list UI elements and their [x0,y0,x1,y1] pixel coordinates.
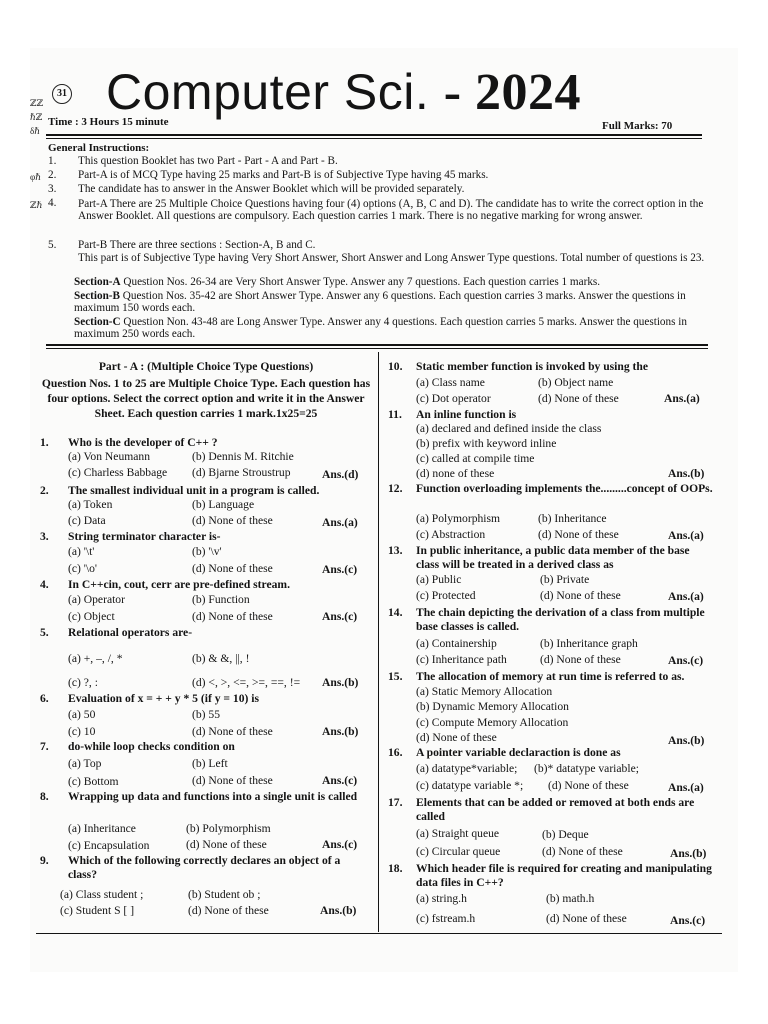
option-b: (b) Polymorphism [186,822,271,835]
option-a: (a) Von Neumann [68,450,150,463]
right-column [388,360,718,930]
option-d: (d) None of these [546,912,627,925]
question-16 [388,746,718,796]
divider [46,138,702,139]
option-d: (d) None of these [186,838,267,851]
option-d: (d) none of these [416,467,495,480]
question-1 [40,436,372,480]
question-stem: Evaluation of x = + + y * 5 (if y = 10) is [68,692,259,705]
option-a: (a) '\t' [68,545,95,558]
answer-key: Ans.(a) [668,781,704,794]
question-number: 3. [40,530,49,543]
answer-key: Ans.(b) [668,467,705,480]
question-stem: Wrapping up data and functions into a single unit is called [68,790,358,803]
option-a: (a) Class name [416,376,485,389]
question-stem: String terminator character is- [68,530,221,543]
page-number-badge: 31 [52,84,72,104]
option-c: (c) Abstraction [416,528,486,541]
question-number: 16. [388,746,403,759]
question-stem: Which of the following correctly declares an object of a class? [68,854,341,881]
option-c: (c) '\o' [68,562,97,575]
option-b: (b) prefix with keyword inline [416,437,557,450]
question-number: 14. [388,606,403,619]
question-stem: Function overloading implements the.........concept of OOPs. [416,482,713,495]
question-number: 7. [40,740,49,753]
section-text: Question Nos. 35-42 are Short Answer Type. Answer any 6 questions. Each question carries 3 marks. Answer the questions in maximum 150 words each. [74,290,686,314]
option-d: (d) Bjarne Stroustrup [192,466,291,479]
answer-key: Ans.(c) [668,654,704,667]
question-stem: The chain depicting the derivation of a class from multiple base classes is called. [416,606,705,633]
answer-key: Ans.(c) [322,563,358,576]
part-a-title: Part - A : (Multiple Choice Type Questions) [98,360,314,373]
part-b-description: This part is of Subjective Type having Very Short Answer, Short Answer and Long Answer Type questions. Total number of questions is 23. [78,252,705,264]
question-10 [388,360,718,408]
divider [46,348,708,349]
divider [46,344,708,346]
option-a: (a) Polymorphism [416,512,501,525]
question-15 [388,670,718,746]
title-subject: Computer Sci. [106,64,430,120]
question-number: 1. [40,436,49,449]
option-b: (b) & &, ||, ! [192,652,250,665]
question-4 [40,578,372,624]
option-b: (b) Dennis M. Ritchie [192,450,294,463]
answer-key: Ans.(b) [322,725,359,738]
option-c: (c) Charless Babbage [68,466,168,479]
left-column [40,358,372,928]
option-c: (c) Encapsulation [68,839,150,852]
answer-key: Ans.(a) [668,529,704,542]
option-b: (b) Object name [538,376,614,389]
question-stem: Elements that can be added or removed at both ends are called [416,796,695,823]
column-divider [378,352,379,932]
question-number: 13. [388,544,403,557]
answer-key: Ans.(c) [322,610,358,623]
option-a: (a) Token [68,498,113,511]
question-14 [388,606,718,670]
title-year: - 2024 [443,64,582,121]
answer-key: Ans.(c) [670,914,706,927]
question-number: 18. [388,862,403,875]
margin-mark: φℏ [30,172,41,182]
question-number: 8. [40,790,49,803]
instruction-text: The candidate has to answer in the Answer Booklet which will be provided separately. [78,183,465,195]
option-d: (d) None of these [416,731,497,744]
option-c: (c) Inheritance path [416,653,507,666]
bottom-rule [36,933,722,934]
question-stem: Relational operators are- [68,626,193,639]
answer-key: Ans.(b) [320,904,357,917]
option-c: (c) fstream.h [416,912,476,925]
question-number: 9. [40,854,49,867]
question-8 [40,790,372,854]
question-number: 6. [40,692,49,705]
question-3 [40,530,372,576]
margin-mark: δℏ [30,126,41,136]
instruction-number: 2. [48,169,57,181]
question-5 [40,626,372,690]
divider [46,134,702,136]
option-a: (a) declared and defined inside the class [416,422,602,435]
question-number: 17. [388,796,403,809]
option-d: (d) None of these [538,392,619,405]
option-d: (d) None of these [188,904,269,917]
instruction-number: 3. [48,183,57,195]
question-number: 12. [388,482,403,495]
question-number: 10. [388,360,403,373]
option-a: (a) Straight queue [416,827,500,840]
answer-key: Ans.(c) [322,838,358,851]
option-b: (b) '\v' [192,545,222,558]
page-title [106,64,581,121]
option-c: (c) ?, : [68,676,98,689]
option-b: (b) Left [192,757,228,770]
instructions-block [48,156,712,346]
option-d: (d) None of these [192,562,273,575]
instruction-number: 4. [48,197,57,209]
margin-mark: ℤℏ [30,200,43,210]
section-a-row [74,277,712,288]
instruction-text: Part-A is of MCQ Type having 25 marks and Part-B is of Subjective Type having 45 marks. [78,169,489,181]
question-17 [388,796,718,862]
option-b: (b) Inheritance [538,512,607,525]
question-11 [388,408,718,482]
question-9 [40,854,372,920]
option-b: (b) math.h [546,892,595,905]
question-stem: Who is the developer of C++ ? [68,436,218,449]
instruction-number: 1. [48,155,57,167]
option-b: (b) Deque [542,828,589,841]
answer-key: Ans.(a) [668,590,704,603]
option-d: (d) None of these [192,610,273,623]
section-text: Question Non. 43-48 are Long Answer Type. Answer any 4 questions. Each question carries 5 marks. Answer the questions in maximum 250 words each. [74,316,687,340]
question-13 [388,544,718,606]
option-d: (d) <, >, <=, >=, ==, != [192,676,301,689]
question-6 [40,692,372,738]
margin-mark: ℏℤ [30,112,43,122]
instruction-text: This question Booklet has two Part - Part - A and Part - B. [78,155,338,167]
option-b: (b)* datatype variable; [534,762,639,775]
option-b: (b) Inheritance graph [540,637,638,650]
option-a: (a) Static Memory Allocation [416,685,553,698]
margin-mark: ℤℤ [30,98,44,108]
question-2 [40,484,372,528]
question-number: 11. [388,408,402,421]
option-a: (a) Inheritance [68,822,136,835]
option-a: (a) Containership [416,637,497,650]
question-stem: The smallest individual unit in a program is called. [68,484,320,497]
option-d: (d) None of these [542,845,623,858]
option-a: (a) Public [416,573,462,586]
question-stem: A pointer variable declaraction is done as [416,746,621,759]
option-b: (b) Private [540,573,590,586]
option-a: (a) datatype*variable; [416,762,518,775]
answer-key: Ans.(b) [670,847,707,860]
full-marks: Full Marks: 70 [602,120,673,132]
question-number: 5. [40,626,49,639]
section-b-row [74,290,712,314]
section-c-row [74,316,712,340]
instruction-text: Part-B There are three sections : Section-A, B and C. [78,239,316,251]
option-b: (b) Student ob ; [188,888,261,901]
option-a: (a) +, –, /, * [68,652,123,665]
option-b: (b) 55 [192,708,221,721]
option-c: (c) Student S [ ] [60,904,135,917]
option-c: (c) Bottom [68,775,119,788]
exam-time: Time : 3 Hours 15 minute [48,116,169,128]
answer-key: Ans.(c) [322,774,358,787]
instruction-text: Part-A There are 25 Multiple Choice Questions having four (4) options (A, B, C and D). The candidate has to write the correct option in the Answer Booklet. All questions are compulsory. Each question carries 1 mark. There is no negative marking for wrong answer. [78,198,704,222]
option-c: (c) Data [68,514,106,527]
answer-key: Ans.(b) [322,676,359,689]
answer-key: Ans.(d) [322,468,359,481]
option-d: (d) None of these [540,653,621,666]
option-a: (a) string.h [416,892,467,905]
question-stem: Which header file is required for creating and manipulating data files in C++? [416,862,712,889]
question-number: 15. [388,670,403,683]
option-c: (c) Object [68,610,115,623]
question-stem: The allocation of memory at run time is referred to as. [416,670,685,683]
option-b: (b) Language [192,498,255,511]
question-number: 4. [40,578,49,591]
option-a: (a) Class student ; [60,888,144,901]
option-a: (a) Top [68,757,102,770]
question-12 [388,482,718,544]
section-label: Section-B [74,290,120,302]
option-d: (d) None of these [548,779,629,792]
part-a-intro: Question Nos. 1 to 25 are Multiple Choice Type. Each question has four options. Select the correct option and write it in the Answer Sheet. Each question carries 1 mark.1x25=25 [41,377,371,420]
option-c: (c) called at compile time [416,452,535,465]
question-18 [388,862,718,932]
option-c: (c) Protected [416,589,476,602]
section-text: Question Nos. 26-34 are Very Short Answer Type. Answer any 7 questions. Each question carries 1 marks. [123,276,601,288]
option-d: (d) None of these [538,528,619,541]
option-b: (b) Dynamic Memory Allocation [416,700,569,713]
option-c: (c) Compute Memory Allocation [416,716,569,729]
instruction-number: 5. [48,239,57,251]
question-stem: In C++cin, cout, cerr are pre-defined stream. [68,578,290,591]
option-d: (d) None of these [540,589,621,602]
answer-key: Ans.(b) [668,734,705,747]
option-c: (c) Circular queue [416,845,501,858]
option-b: (b) Function [192,593,250,606]
option-c: (c) datatype variable *; [416,779,524,792]
option-c: (c) Dot operator [416,392,491,405]
option-d: (d) None of these [192,725,273,738]
question-stem: Static member function is invoked by using the [416,360,649,373]
option-c: (c) 10 [68,725,96,738]
question-number: 2. [40,484,49,497]
question-stem: In public inheritance, a public data member of the base class will be treated in a derived class as [416,544,690,571]
question-stem: do-while loop checks condition on [68,740,235,753]
instructions-heading: General Instructions: [48,142,150,154]
section-label: Section-C [74,316,121,328]
option-a: (a) Operator [68,593,125,606]
option-d: (d) None of these [192,514,273,527]
option-a: (a) 50 [68,708,96,721]
answer-key: Ans.(a) [322,516,358,529]
section-label: Section-A [74,276,121,288]
question-stem: An inline function is [416,408,517,421]
question-7 [40,740,372,788]
answer-key: Ans.(a) [664,392,700,405]
option-d: (d) None of these [192,774,273,787]
